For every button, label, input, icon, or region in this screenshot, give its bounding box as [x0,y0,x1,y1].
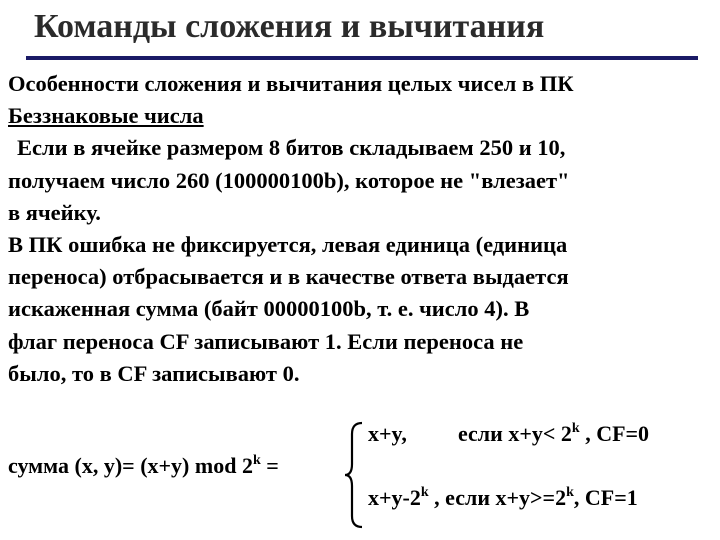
formula-lhs-text: сумма (x, y)= (x+y) mod 2 [8,453,253,478]
paragraph1-line-1: Если в ячейке размером 8 битов складываем 250 и 10, [17,135,566,161]
case2-condition-flag: , CF=1 [573,485,638,510]
slide-title: Команды сложения и вычитания [34,8,545,45]
case1-value: x+y, [368,421,407,446]
section-heading: Беззнаковые числа [8,103,204,129]
paragraph2-line-5: было, то в CF записывают 0. [8,360,300,386]
paragraph2-line-2: переноса) отбрасывается и в качестве ответа выдается [8,264,569,290]
slide-body [8,68,714,390]
case1-condition [458,421,649,447]
formula-lhs [8,453,279,479]
formula-lhs-equals: = [260,453,279,478]
paragraph2-line-1: В ПК ошибка не фиксируется, левая единица (единица [8,232,568,258]
case2-condition-exponent: k [566,485,574,500]
subtitle: Особенности сложения и вычитания целых чисел в ПК [8,71,574,96]
case2-value-text: x+y-2 [368,485,421,510]
case1-condition-exponent: k [571,421,580,436]
formula-lhs-exponent: k [252,453,261,468]
paragraph2-line-4: флаг переноса CF записывают 1. Если переноса не [8,328,524,354]
case2-condition-text: , если x+y>=2 [428,485,567,510]
paragraph1-line-2: получаем число 260 (100000100b), которое не "влезает" [8,167,570,193]
case1-condition-flag: , CF=0 [579,421,650,446]
paragraph1-line-3: в ячейку. [8,199,101,225]
case2-value-exponent: k [420,485,429,500]
title-divider [26,56,698,60]
curly-brace-icon [344,420,366,530]
formula-case-2 [368,485,638,511]
formula-case-1 [368,421,650,447]
paragraph2-line-3: искаженная сумма (байт 00000100b, т. е. число 4). В [8,296,530,322]
case1-condition-text: если x+y< 2 [458,421,572,446]
